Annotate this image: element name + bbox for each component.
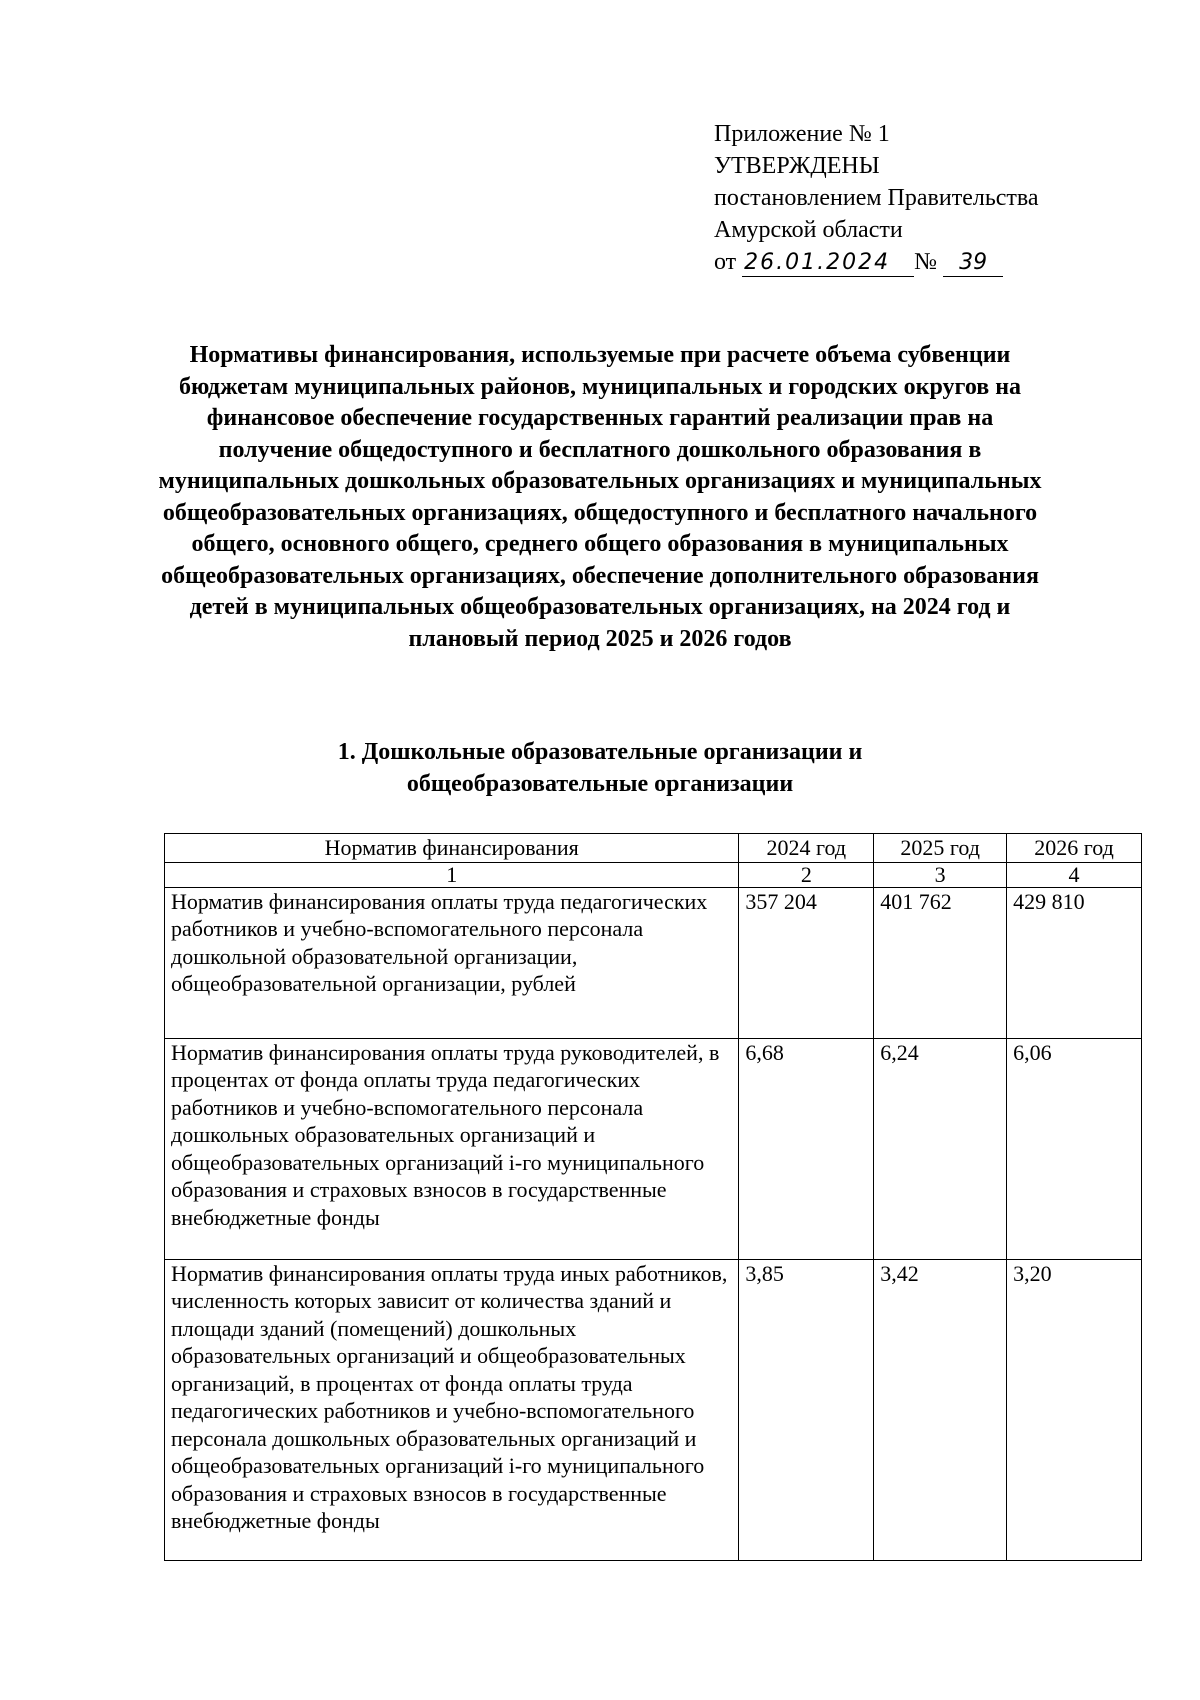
row-description: Норматив финансирования оплаты труда иных работников, численность которых зависит от количества зданий и площади зданий (помещений) дошкольных образовательных организаций и общеобразовательных организаций, в процентах от фонда оплаты труда педагогических работников и учебно-вспомогательного персонала дошкольных образовательных организаций и общеобразовательных организаций i-го муниципального образования и страховых взносов в государственные внебюджетные фонды — [165, 1259, 739, 1560]
date-number-line — [714, 246, 1039, 278]
appendix-label: Приложение № 1 — [714, 121, 890, 147]
value-2026: 3,20 — [1007, 1259, 1142, 1560]
value-2025: 401 762 — [874, 887, 1007, 1038]
value-2024: 6,68 — [739, 1038, 874, 1259]
value-2025: 6,24 — [874, 1038, 1007, 1259]
row-description: Норматив финансирования оплаты труда руководителей, в процентах от фонда оплаты труда педагогических работников и учебно-вспомогательного персонала дошкольных образовательных организаций и общеобразовательных организаций i-го муниципального образования и страховых взносов в государственные внебюджетные фонды — [165, 1038, 739, 1259]
section-title-line-2: общеобразовательные организации — [406, 771, 794, 797]
value-2026: 429 810 — [1007, 887, 1142, 1038]
norms-table — [164, 833, 1142, 1561]
value-2025: 3,42 — [874, 1259, 1007, 1560]
column-number-3: 3 — [874, 862, 1007, 887]
document-title: Нормативы финансирования, используемые при расчете объема субвенции бюджетам муниципальных районов, муниципальных и городских округов на финансовое обеспечение государственных гарантий реализации прав на получение общедоступного и бесплатного дошкольного образования в муниципальных дошкольных образовательных организациях и муниципальных общеобразовательных организациях, общедоступного и бесплатного начального общего, основного общего, среднего общего образования в муниципальных общеобразовательных организациях, обеспечение дополнительного образования детей в муниципальных общеобразовательных организациях, на 2024 год и плановый период 2025 и 2026 годов — [158, 342, 1042, 652]
column-number-4: 4 — [1007, 862, 1142, 887]
approval-block — [714, 118, 1039, 278]
table-row — [165, 1259, 1142, 1560]
table-row — [165, 887, 1142, 1038]
date-prefix: от — [714, 249, 737, 275]
value-2024: 357 204 — [739, 887, 874, 1038]
column-number-1: 1 — [165, 862, 739, 887]
number-prefix: № — [914, 249, 938, 275]
region-label: Амурской области — [714, 217, 903, 243]
handwritten-number: 39 — [943, 250, 1003, 277]
header-norm: Норматив финансирования — [165, 834, 739, 863]
column-number-2: 2 — [739, 862, 874, 887]
header-2024: 2024 год — [739, 834, 874, 863]
value-2026: 6,06 — [1007, 1038, 1142, 1259]
handwritten-date: 26.01.2024 — [742, 250, 914, 277]
value-2024: 3,85 — [739, 1259, 874, 1560]
table-header-row — [165, 834, 1142, 863]
table-row — [165, 1038, 1142, 1259]
section-title — [250, 736, 950, 800]
header-2025: 2025 год — [874, 834, 1007, 863]
header-2026: 2026 год — [1007, 834, 1142, 863]
row-description: Норматив финансирования оплаты труда педагогических работников и учебно-вспомогательного персонала дошкольной образовательной организации, общеобразовательной организации, рублей — [165, 887, 739, 1038]
section-title-line-1: 1. Дошкольные образовательные организации и — [337, 739, 863, 765]
column-number-row — [165, 862, 1142, 887]
approved-label: УТВЕРЖДЕНЫ — [714, 153, 880, 179]
approved-by-label: постановлением Правительства — [714, 185, 1039, 211]
